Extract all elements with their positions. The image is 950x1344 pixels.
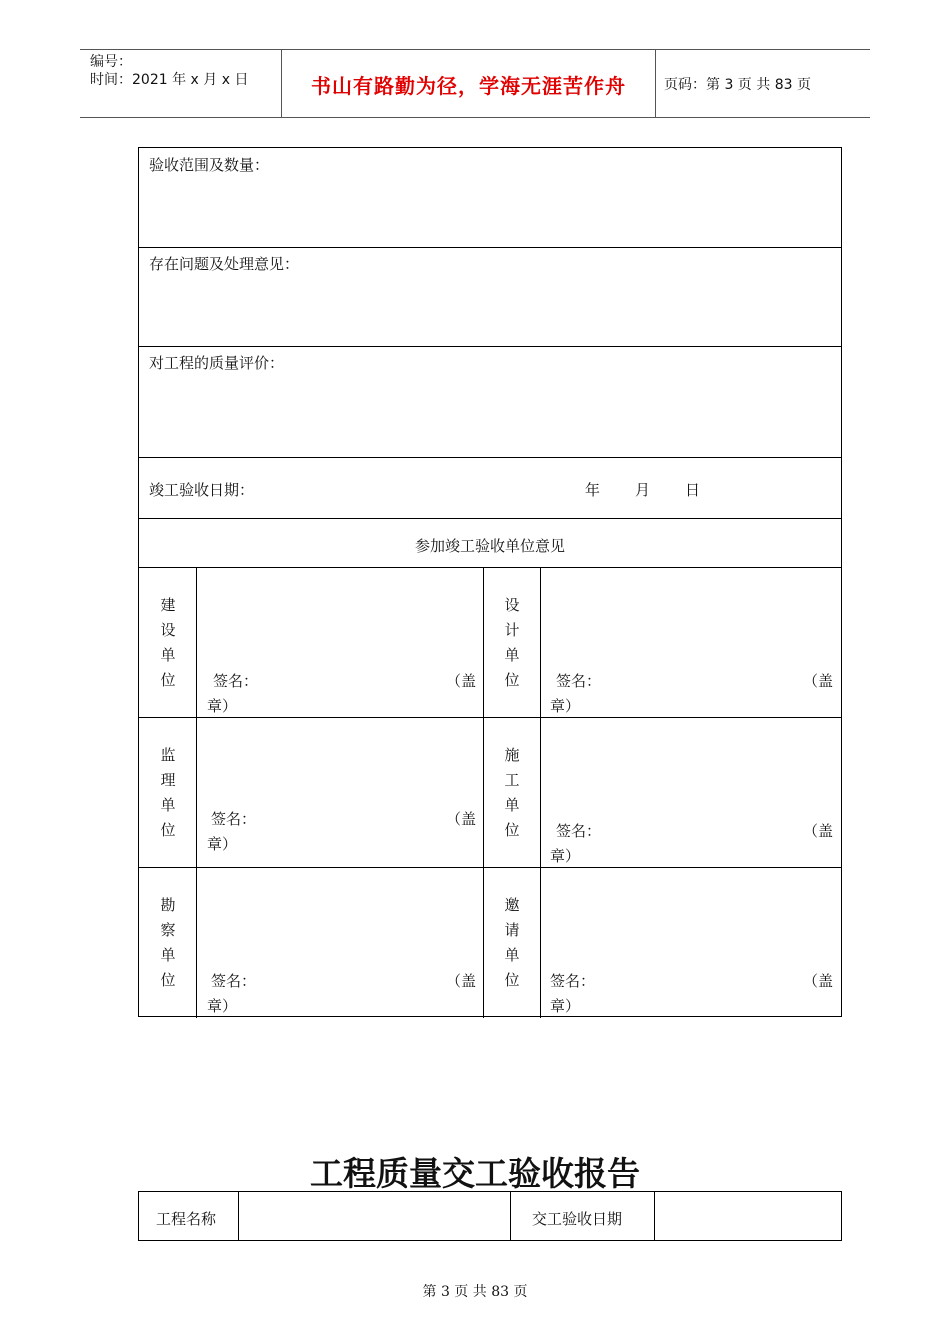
seal-label: 章） [550, 997, 581, 1015]
table-rule [139, 247, 841, 248]
date-day: 日 [685, 481, 701, 499]
opinion-heading: 参加竣工验收单位意见 [414, 537, 565, 555]
issues-label: 存在问题及处理意见： [149, 255, 300, 273]
seal-label: （盖 [446, 972, 477, 990]
sign-label: 签名： [550, 972, 596, 990]
seal-label: 章） [550, 697, 581, 715]
sign-label: 签名： [556, 672, 602, 690]
header-top-rule [80, 49, 870, 50]
table-rule [540, 567, 541, 1018]
unit-name-survey: 勘 察 单 位 [160, 896, 176, 989]
table-rule [483, 567, 484, 1018]
table-rule [139, 867, 841, 868]
sign-label: 签名： [556, 822, 602, 840]
unit-name-invited: 邀 请 单 位 [504, 896, 520, 989]
sign-label: 签名： [213, 672, 259, 690]
header-bottom-rule [80, 117, 870, 118]
table-rule [139, 518, 841, 519]
seal-label: 章） [550, 847, 581, 865]
unit-name-contractor: 施 工 单 位 [504, 746, 520, 839]
unit-name-supervision: 监 理 单 位 [160, 746, 176, 839]
seal-label: （盖 [446, 672, 477, 690]
sign-label: 签名： [211, 810, 257, 828]
table-rule [139, 717, 841, 718]
seal-label: 章） [207, 997, 238, 1015]
unit-name-design: 设 计 单 位 [504, 596, 520, 689]
table-rule [196, 567, 197, 1018]
report-table [138, 1191, 842, 1241]
header-code-label: 编号： [90, 54, 132, 70]
seal-label: （盖 [803, 672, 834, 690]
table-rule [510, 1192, 511, 1240]
project-name-label: 工程名称 [156, 1210, 217, 1228]
table-rule [139, 346, 841, 347]
table-rule [238, 1192, 239, 1240]
sign-label: 签名： [211, 972, 257, 990]
acceptance-form-table [138, 147, 842, 1017]
seal-label: （盖 [446, 810, 477, 828]
scope-label: 验收范围及数量： [149, 156, 270, 174]
table-rule [654, 1192, 655, 1240]
report-title: 工程质量交工验收报告 [310, 1154, 640, 1193]
header-divider [655, 49, 656, 117]
seal-label: 章） [207, 835, 238, 853]
table-rule [139, 567, 841, 568]
table-rule [139, 457, 841, 458]
unit-name-construction: 建 设 单 位 [160, 596, 176, 689]
seal-label: （盖 [803, 822, 834, 840]
header-page-label: 页码：第 3 页 共 83 页 [664, 77, 811, 93]
page-footer: 第 3 页 共 83 页 [422, 1284, 528, 1300]
quality-label: 对工程的质量评价： [149, 354, 285, 372]
date-month: 月 [635, 481, 651, 499]
header-motto: 书山有路勤为径，学海无涯苦作舟 [311, 74, 626, 98]
handover-date-label: 交工验收日期 [532, 1210, 623, 1228]
completion-date-label: 竣工验收日期： [149, 481, 255, 499]
seal-label: 章） [207, 697, 238, 715]
date-year: 年 [585, 481, 601, 499]
seal-label: （盖 [803, 972, 834, 990]
header-time-label: 时间：2021 年 x 月 x 日 [90, 72, 249, 88]
